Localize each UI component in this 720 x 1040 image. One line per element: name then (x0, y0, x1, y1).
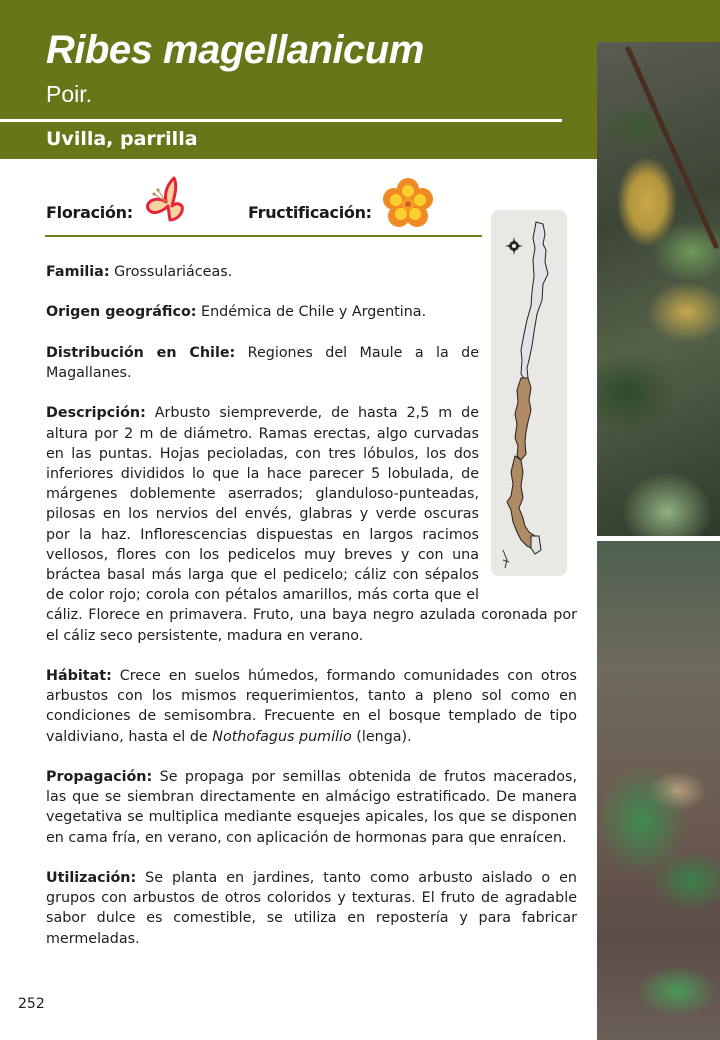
section-habitat: Hábitat: Crece en suelos húmedos, formando comunidades con otros arbustos con los mismos requerimientos, tanto a pleno sol como en condiciones de semisombra. Frecuente en el bosque templado de tipo valdiviano, hasta el de Nothofagus pumilio (lenga). (46, 668, 577, 745)
page-number: 252 (18, 996, 45, 1012)
author-abbreviation: Poir. (46, 81, 93, 107)
plant-photo-foliage (597, 541, 720, 1040)
butterfly-icon (144, 176, 188, 230)
section-distribucion: Distribución en Chile: Regiones del Maule a la de Magallanes. (46, 344, 479, 381)
species-description (46, 262, 577, 969)
section-propagacion: Propagación: Se propaga por semillas obtenida de frutos macerados, las que se siembran directamente en almácigo estratificado. De manera vegetativa se multiplica mediante esquejes apicales, los que se disponen en cama fría, en verano, con aplicación de hormonas para que enraícen. (46, 769, 577, 846)
phenology-row (46, 176, 483, 236)
common-names: Uvilla, parrilla (46, 128, 198, 150)
flower-icon (382, 178, 434, 234)
fruiting-label: Fructificación: (248, 203, 372, 222)
flowering-label: Floración: (46, 203, 133, 222)
section-familia: Familia: Grossulariáceas. (46, 264, 233, 280)
section-origen: Origen geográfico: Endémica de Chile y Argentina. (46, 304, 427, 321)
scientific-name-title: Ribes magellanicum (46, 28, 424, 72)
map-wrap-spacer (479, 403, 577, 603)
section-descripcion: Descripción: Arbusto siempreverde, de hasta 2,5 m de altura por 2 m de diámetro. Ramas erectas, algo curvadas en las puntas. Hojas pecioladas, con tres lóbulos, los dos inferiores divididos lo que la hace parecer 5 lobulada, de márgenes doblemente aserrados; glanduloso-punteadas, pilosas en los nervios del envés, glabras y verde oscuras por la haz. Inflorescencias dispuestas en largos racimos vellosos, flores con los pedicelos muy breves y con una bráctea basal más larga que el pedicelo; cáliz con sépalos de color rojo; corola con pétalos amarillos, más corta que el cáliz. Florece en primavera. Fruto, una baya negro azulada coronada por el cáliz seco persistente, madura en verano. (46, 405, 577, 644)
header-divider (0, 119, 562, 122)
compass-rose-icon (505, 237, 523, 255)
phenology-divider (45, 235, 482, 237)
section-utilizacion: Utilización: Se planta en jardines, tanto como arbusto aislado o en grupos con arbustos de otros coloridos y texturas. El fruto de agradable sabor dulce es comestible, se utiliza en repostería y para fabricar mermeladas. (46, 870, 577, 947)
